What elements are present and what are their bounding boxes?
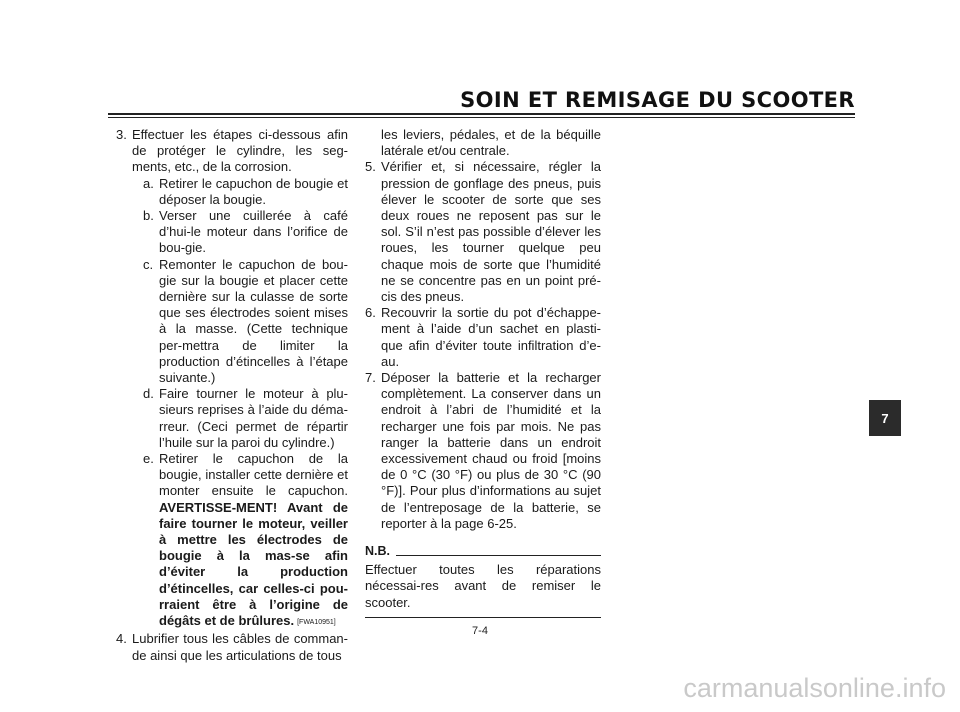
list-item-text: les leviers, pédales, et de la béquille latérale et/ou centrale.	[381, 127, 601, 159]
list-item-7	[365, 370, 601, 532]
page-number: 7-4	[472, 625, 488, 637]
chapter-tab: 7	[869, 400, 901, 436]
sub-item-d	[116, 386, 348, 451]
list-item-text: Déposer la batterie et la recharger complètement. La conserver dans un endroit à l’abri de l’humidité et la recharger une fois par mois. Ne pas ranger la batterie dans un endroit excessivement chaud ou froid [moins de 0 °C (30 °F) ou plus de 30 °C (90 °F)]. Pour plus d’informations au sujet de l’entreposage de la batterie, se reporter à la page 6-25.	[381, 370, 601, 531]
left-column	[116, 127, 348, 664]
warning-code: [FWA10951]	[297, 619, 336, 627]
sub-item-text: Remonter le capuchon de bou-gie sur la bougie et placer cette dernière sur la culasse de sorte que ses électrodes soient mises à la masse. (Cette technique per-mettra de limiter la production d’étincelles à l’étape suivante.)	[159, 256, 348, 386]
sub-item-letter: b.	[143, 208, 154, 224]
header-rule-thick	[108, 113, 855, 115]
sub-item-text: Retirer le capuchon de la bougie, installer cette dernière et monter ensuite le capuchon.	[159, 451, 348, 499]
sub-item-text-with-warning	[159, 451, 348, 631]
sub-item-a	[116, 176, 348, 208]
sub-item-e	[116, 451, 348, 631]
sub-item-letter: d.	[143, 386, 154, 402]
note-label: N.B.	[365, 544, 390, 559]
note-text: Effectuer toutes les réparations nécessai-res avant de remiser le scooter.	[365, 562, 601, 610]
note-header	[365, 543, 601, 559]
sub-item-text: Verser une cuillerée à café d’hui-le moteur dans l’orifice de bou-gie.	[159, 208, 348, 256]
right-column	[365, 127, 601, 618]
list-item-number: 4.	[116, 631, 127, 647]
note-box	[365, 543, 601, 618]
note-header-rule	[396, 555, 601, 556]
list-item-text: Recouvrir la sortie du pot d’échappe-ment à l’aide d’un sachet en plasti-que afin d’éviter toute infiltration d’e-au.	[381, 305, 601, 369]
list-item-number: 6.	[365, 305, 376, 321]
warning-text: AVERTISSE-MENT! Avant de faire tourner le moteur, veiller à mettre les électrodes de bougie à la mas-se afin d’éviter la production d’étincelles, car celles-ci pou-rraient être à l’origine de dégâts et de brûlures.	[159, 499, 348, 629]
sub-item-text: Faire tourner le moteur à plu-sieurs reprises à l’aide du déma-rreur. (Ceci permet de répartir l’huile sur la paroi du cylindre.)	[159, 386, 348, 450]
sub-item-letter: c.	[143, 256, 154, 272]
list-item-5	[365, 159, 601, 305]
list-item-number: 3.	[116, 127, 127, 142]
list-item-number: 7.	[365, 370, 376, 386]
list-item-number: 5.	[365, 159, 376, 175]
list-item-3	[116, 127, 348, 176]
watermark: carmanualsonline.info	[683, 673, 946, 703]
list-item-text: Vérifier et, si nécessaire, régler la pression de gonflage des pneus, puis élever le scooter de sorte que ses deux roues ne reposent pas sur le sol. S’il n’est pas possible d’élever les roues, les tourner quelque peu chaque mois de sorte que l’humidité ne se concentre pas en un point pré-cis des pneus.	[381, 159, 601, 305]
sub-item-text: Retirer le capuchon de bougie et déposer la bougie.	[159, 175, 348, 207]
sub-item-letter: a.	[143, 175, 154, 191]
list-item-text: Lubrifier tous les câbles de comman-de ainsi que les articulations de tous	[132, 631, 348, 663]
list-item-text: Effectuer les étapes ci-dessous afin de protéger le cylindre, les seg-ments, etc., de la corrosion.	[132, 127, 348, 175]
list-item-4-continued	[365, 127, 601, 159]
page-header-title: SOIN ET REMISAGE DU SCOOTER	[460, 88, 855, 112]
list-item-6	[365, 305, 601, 370]
note-end-rule	[365, 617, 601, 618]
sub-item-b	[116, 208, 348, 257]
sub-item-letter: e.	[143, 451, 154, 467]
sub-item-c	[116, 257, 348, 387]
header-rule-thin	[108, 117, 855, 118]
